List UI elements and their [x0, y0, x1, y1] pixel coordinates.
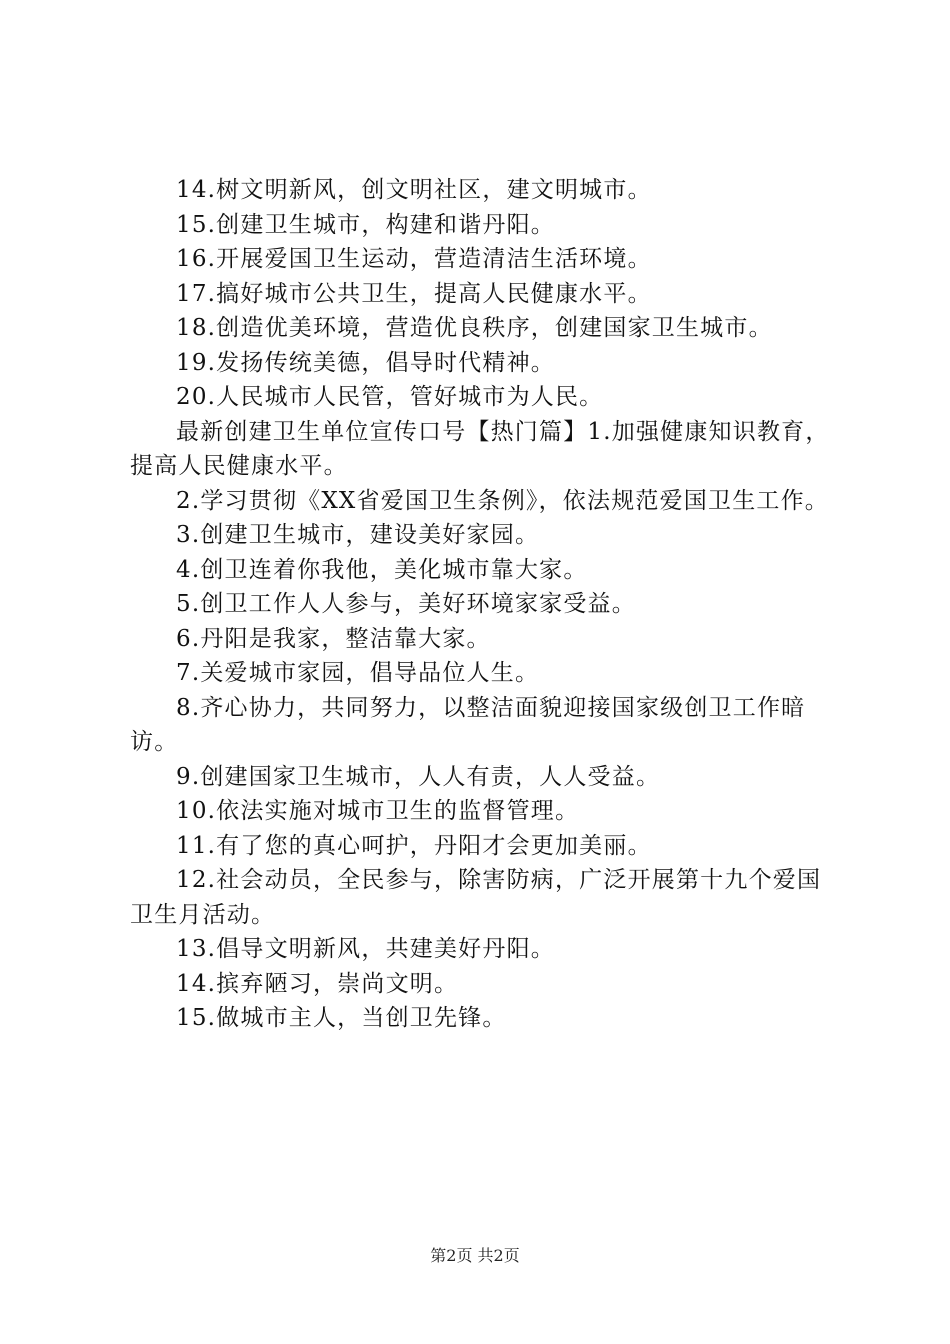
paragraph-22: 15.做城市主人，当创卫先锋。	[176, 1005, 507, 1031]
paragraph-21: 14.摈弃陋习，崇尚文明。	[176, 970, 459, 997]
paragraph-10: 3.创建卫生城市，建设美好家园。	[176, 522, 540, 548]
paragraph-17: 10.依法实施对城市卫生的监督管理。	[176, 798, 580, 824]
paragraph-11: 4.创卫连着你我他，美化城市靠大家。	[176, 556, 588, 583]
page-footer: 第2页 共2页	[430, 1246, 520, 1265]
paragraph-16: 9.创建国家卫生城市，人人有责，人人受益。	[176, 763, 661, 790]
paragraph-1: 14.树文明新风，创文明社区，建文明城市。	[176, 177, 652, 203]
paragraph-20: 13.倡导文明新风，共建美好丹阳。	[176, 936, 555, 962]
paragraph-7: 20.人民城市人民管，管好城市为人民。	[176, 384, 604, 410]
paragraph-5: 18.创造优美环境，营造优良秩序，创建国家卫生城市。	[176, 315, 773, 341]
document-body	[130, 173, 830, 1036]
paragraph-9: 2.学习贯彻《XX省爱国卫生条例》，依法规范爱国卫生工作。	[176, 487, 829, 514]
paragraph-13: 6.丹阳是我家，整洁靠大家。	[176, 625, 491, 652]
paragraph-15: 8.齐心协力，共同努力，以整洁面貌迎接国家级创卫工作暗访。	[130, 694, 806, 755]
paragraph-12: 5.创卫工作人人参与，美好环境家家受益。	[176, 591, 636, 617]
section-heading-paragraph: 最新创建卫生单位宣传口号【热门篇】1.加强健康知识教育，提高人民健康水平。	[130, 418, 830, 479]
paragraph-19: 12.社会动员，全民参与，除害防病，广泛开展第十九个爱国卫生月活动。	[130, 867, 822, 928]
paragraph-4: 17.搞好城市公共卫生，提高人民健康水平。	[176, 280, 652, 307]
paragraph-2: 15.创建卫生城市，构建和谐丹阳。	[176, 211, 555, 238]
paragraph-6: 19.发扬传统美德，倡导时代精神。	[176, 349, 555, 376]
paragraph-18: 11.有了您的真心呵护，丹阳才会更加美丽。	[176, 832, 652, 859]
paragraph-3: 16.开展爱国卫生运动，营造清洁生活环境。	[176, 246, 652, 272]
paragraph-14: 7.关爱城市家园，倡导品位人生。	[176, 660, 540, 686]
